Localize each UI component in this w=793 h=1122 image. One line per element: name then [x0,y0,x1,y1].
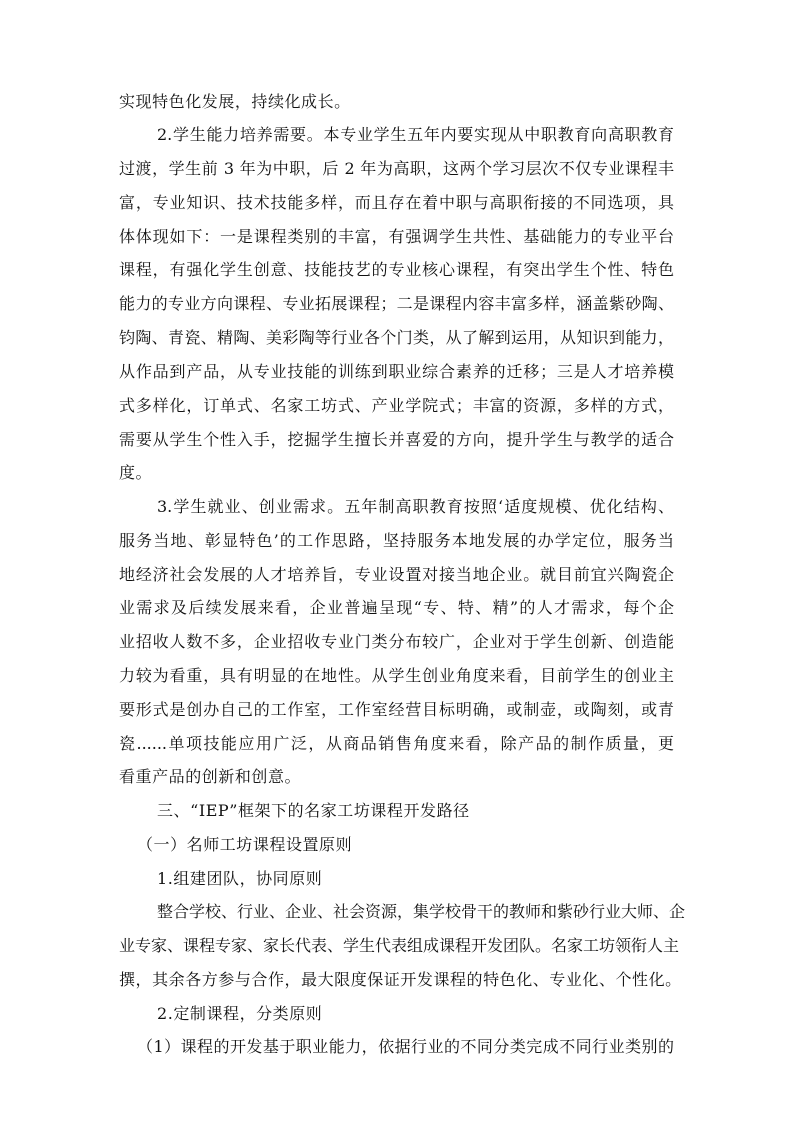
principle-heading: 1.组建团队，协同原则 [157,869,323,888]
text-line: 服务当地、彰显特色’的工作思路，坚持服务本地发展的办学定位，服务当 [119,531,674,550]
text-line: 钧陶、青瓷、精陶、美彩陶等行业各个门类，从了解到运用，从知识到能力， [119,328,674,347]
text-line: 业招收人数不多，企业招收专业门类分布较广，企业对于学生创新、创造能 [119,632,674,651]
text-line: 式多样化，订单式、名家工坊式、产业学院式；丰富的资源，多样的方式， [119,396,674,415]
text-line: 实现特色化发展，持续化成长。 [119,92,351,111]
text-line: 瓷......单项技能应用广泛，从商品销售角度来看，除产品的制作质量，更 [119,734,674,753]
text-line: 富，专业知识、技术技能多样，而且存在着中职与高职衔接的不同选项，具 [119,193,674,212]
text-line: 撰，其余各方参与合作，最大限度保证开发课程的特色化、专业化、个性化。 [119,970,682,989]
text-line: 看重产品的创新和创意。 [119,767,302,786]
text-line: 度。 [119,463,153,482]
section-heading: 三、“IEP”框架下的名家工坊课程开发路径 [157,801,470,820]
principle-heading: 2.定制课程，分类原则 [157,1004,323,1023]
subsection-heading: （一）名师工坊课程设置原则 [137,835,353,854]
text-line: 需要从学生个性入手，挖掘学生擅长并喜爱的方向，提升学生与教学的适合 [119,430,674,449]
text-line: 从作品到产品，从专业技能的训练到职业综合素养的迁移；三是人才培养模 [119,362,674,381]
text-line: 要形式是创办自己的工作室，工作室经营目标明确，或制壶，或陶刻，或青 [119,700,674,719]
text-line: 业专家、课程专家、家长代表、学生代表组成课程开发团队。名家工坊领衔人主 [119,936,680,955]
paragraph-start-line: （1）课程的开发基于职业能力，依据行业的不同分类完成不同行业类别的 [137,1037,674,1056]
text-line: 课程，有强化学生创意、技能技艺的专业核心课程，有突出学生个性、特色 [119,260,674,279]
text-line: 业需求及后续发展来看，企业普遍呈现“专、特、精”的人才需求，每个企 [119,598,674,617]
text-line: 能力的专业方向课程、专业拓展课程；二是课程内容丰富多样，涵盖紫砂陶、 [119,294,674,313]
text-line: 过渡，学生前 3 年为中职，后 2 年为高职，这两个学习层次不仅专业课程丰 [119,159,674,178]
paragraph-start-line: 整合学校、行业、企业、社会资源，集学校骨干的教师和紫砂行业大师、企 [157,902,686,921]
text-line: 地经济社会发展的人才培养旨，专业设置对接当地企业。就目前宜兴陶瓷企 [119,565,674,584]
paragraph-start-line: 2.学生能力培养需要。本专业学生五年内要实现从中职教育向高职教育 [157,125,674,144]
paragraph-start-line: 3.学生就业、创业需求。五年制高职教育按照‘适度规模、优化结构、 [157,497,674,516]
text-line: 力较为看重，具有明显的在地性。从学生创业角度来看，目前学生的创业主 [119,666,674,685]
text-line: 体体现如下：一是课程类别的丰富，有强调学生共性、基础能力的专业平台 [119,227,674,246]
